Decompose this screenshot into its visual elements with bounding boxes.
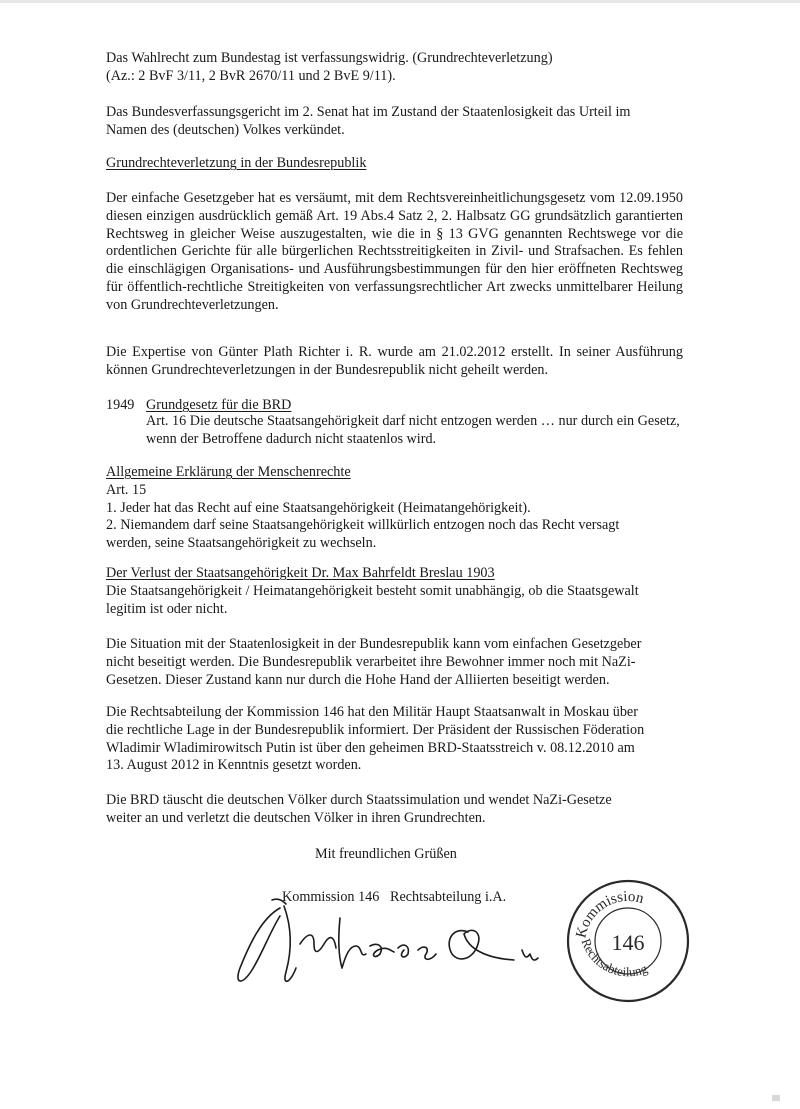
verdict-line: Namen des (deutschen) Volkes verkündet. bbox=[106, 121, 345, 138]
udhr-article: Art. 15 bbox=[106, 481, 147, 498]
udhr-item: werden, seine Staatsangehörigkeit zu wechseln. bbox=[106, 535, 377, 552]
handwritten-signature bbox=[222, 888, 552, 998]
statelessness-line: nicht beseitigt werden. Die Bundesrepublik verarbeitet ihre Bewohner immer noch mit NaZi- bbox=[106, 653, 636, 670]
section-heading-rights-violation: Grundrechteverletzung in der Bundesrepublik bbox=[106, 155, 367, 171]
legal-department-line: Wladimir Wladimirowitsch Putin ist über den geheimen BRD-Staatsstreich v. 08.12.2010 am bbox=[106, 739, 635, 756]
citizenship-loss-block bbox=[106, 565, 683, 618]
legal-department-line: 13. August 2012 in Kenntnis gesetzt worden. bbox=[106, 757, 362, 774]
intro-paragraph bbox=[106, 50, 683, 86]
closing-paragraph bbox=[106, 792, 683, 828]
seal-top-text: Kommission bbox=[573, 888, 646, 940]
scan-dot bbox=[772, 1095, 780, 1101]
closing-line: Die BRD täuscht die deutschen Völker durch Staatssimulation und wendet NaZi-Gesetze bbox=[106, 792, 612, 808]
citizenship-loss-text: Die Staatsangehörigkeit / Heimatangehörigkeit besteht somit unabhängig, ob die Staatsgewalt bbox=[106, 582, 639, 599]
basic-law-heading: Grundgesetz für die BRD bbox=[146, 397, 292, 413]
greeting: Mit freundlichen Grüßen bbox=[315, 846, 457, 862]
closing-line: weiter an und verletzt die deutschen Völker in ihren Grundrechten. bbox=[106, 809, 486, 826]
basic-law-article: Art. 16 Die deutsche Staatsangehörigkeit darf nicht entzogen werden … nur durch ein Gesetz, wenn der Betroffene dadurch nicht staatenlos wird. bbox=[146, 413, 680, 447]
citizenship-loss-text: legitim ist oder nicht. bbox=[106, 600, 228, 617]
legal-department-paragraph bbox=[106, 704, 683, 775]
udhr-item: 2. Niemandem darf seine Staatsangehörigkeit willkürlich entzogen noch das Recht versagt bbox=[106, 517, 620, 534]
statelessness-line: Die Situation mit der Staatenlosigkeit in der Bundesrepublik kann vom einfachen Gesetzgeber bbox=[106, 636, 642, 652]
statelessness-paragraph bbox=[106, 636, 683, 689]
seal-number: 146 bbox=[611, 930, 645, 955]
citizenship-loss-heading: Der Verlust der Staatsangehörigkeit Dr. Max Bahrfeldt Breslau 1903 bbox=[106, 565, 495, 581]
legislator-paragraph: Der einfache Gesetzgeber hat es versäumt, mit dem Rechtsvereinheitlichungsgesetz vom 12.09.1950 diesen einzigen ausdrücklich gemäß Art. 19 Abs.4 Satz 2, 2. Halbsatz GG grundsätzlich garantierten Rechtsweg in gleicher Weise auszugestalten, wie die in § 13 GVG genannten Rechtswege vor die ordentlichen Gerichte für alle bürgerlichen Rechtsstreitigkeiten in Zivil- und Strafsachen. Es fehlen die einschlägigen Organisations- und Ausführungsbestimmungen für den hier eröffneten Rechtsweg für öffentlich-rechtliche Streitigkeiten von verfassungsrechtlicher Art zwecks unmittelbarer Heilung von Grundrechteverletzungen. bbox=[106, 190, 683, 313]
commission-seal bbox=[563, 876, 693, 1006]
legal-department-line: die rechtliche Lage in der Bundesrepublik informiert. Der Präsident der Russischen Föderation bbox=[106, 721, 645, 738]
seal-bottom-text: Rechtsabteilung bbox=[578, 936, 650, 980]
udhr-block bbox=[106, 464, 683, 553]
scan-edge bbox=[0, 0, 800, 3]
case-numbers: (Az.: 2 BvF 3/11, 2 BvR 2670/11 und 2 BvE 9/11). bbox=[106, 67, 396, 84]
udhr-item: 1. Jeder hat das Recht auf eine Staatsangehörigkeit (Heimatangehörigkeit). bbox=[106, 499, 531, 516]
legal-department-line: Die Rechtsabteilung der Kommission 146 hat den Militär Haupt Staatsanwalt in Moskau über bbox=[106, 704, 638, 720]
basic-law-year: 1949 bbox=[106, 397, 135, 413]
statelessness-line: Gesetzen. Dieser Zustand kann nur durch die Hohe Hand der Alliierten beseitigt werden. bbox=[106, 671, 610, 688]
udhr-heading: Allgemeine Erklärung der Menschenrechte bbox=[106, 464, 351, 480]
verdict-paragraph bbox=[106, 104, 683, 140]
intro-line: Das Wahlrecht zum Bundestag ist verfassungswidrig. (Grundrechteverletzung) bbox=[106, 50, 553, 66]
verdict-line: Das Bundesverfassungsgericht im 2. Senat hat im Zustand der Staatenlosigkeit das Urteil im bbox=[106, 104, 631, 120]
expertise-paragraph: Die Expertise von Günter Plath Richter i. R. wurde am 21.02.2012 erstellt. In seiner Ausführung können Grundrechteverletzungen in der Bundesrepublik nicht geheilt werden. bbox=[106, 344, 683, 378]
sender-line: Kommission 146 Rechtsabteilung i.A. bbox=[282, 889, 507, 905]
